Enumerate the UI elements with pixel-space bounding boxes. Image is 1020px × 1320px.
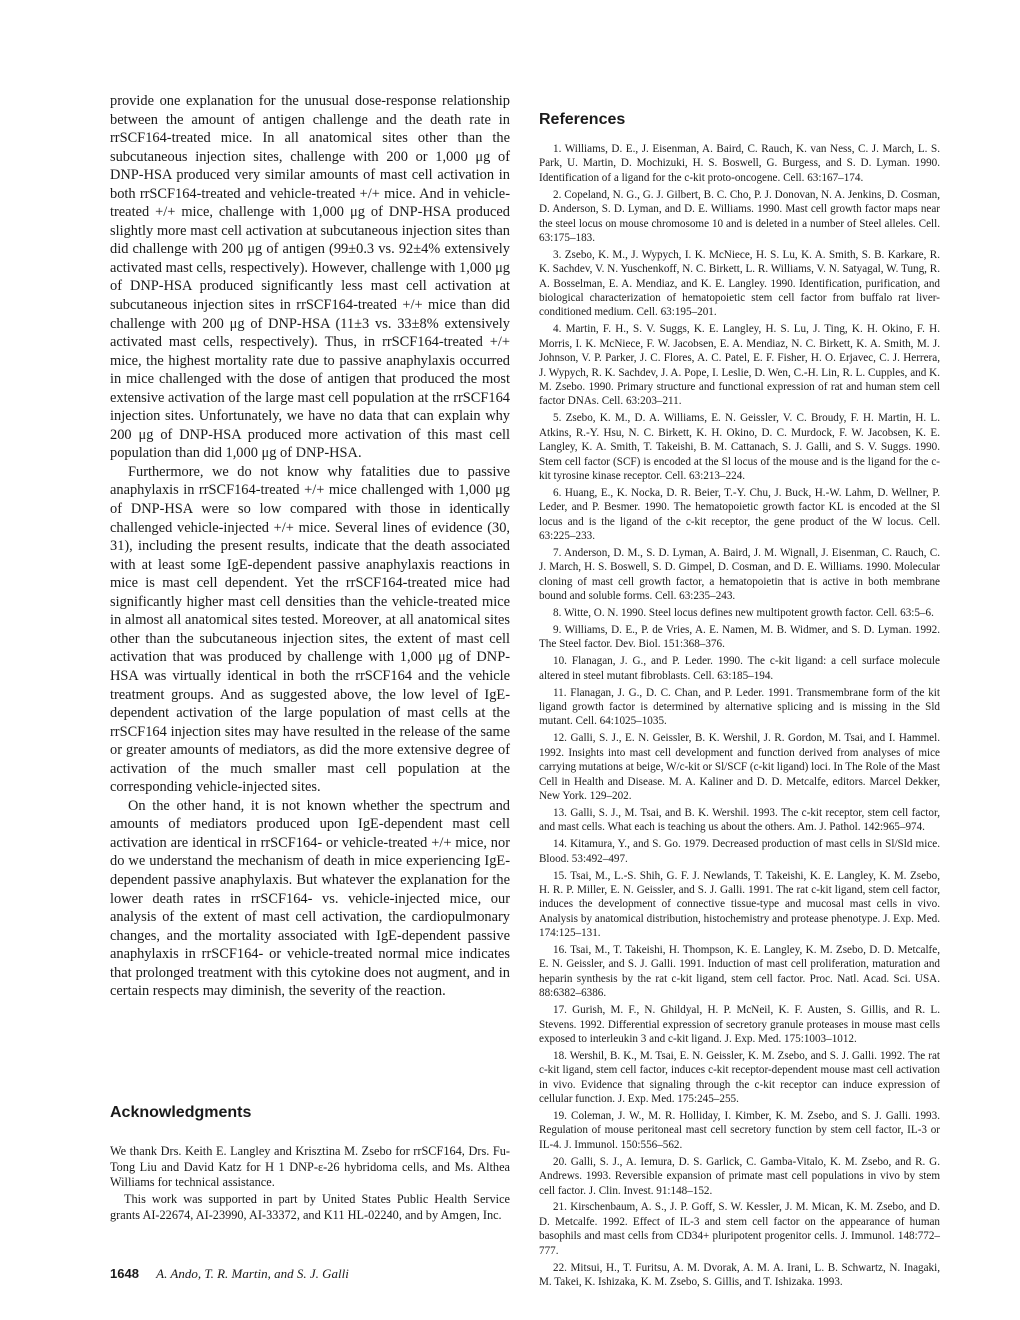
reference-item: 20. Galli, S. J., A. Iemura, D. S. Garlick, C. Gamba-Vitalo, K. M. Zsebo, and R. G. Andrews. 1993. Reversible expansion of primate mast cell populations in vivo by stem cell factor. J. Clin. Invest. 91:148–152. (539, 1155, 940, 1197)
running-authors: A. Ando, T. R. Martin, and S. J. Galli (156, 1266, 349, 1281)
acknowledgments-heading: Acknowledgments (110, 1104, 252, 1121)
reference-item: 7. Anderson, D. M., S. D. Lyman, A. Baird, J. M. Wignall, J. Eisenman, C. Rauch, C. J. March, H. S. Boswell, S. D. Gimpel, D. Cosman, and D. E. Williams. 1990. Molecular cloning of mast cell growth factor, a hematopoietin that is active in both membrane bound and soluble forms. Cell. 63:235–243. (539, 546, 940, 603)
reference-item: 16. Tsai, M., T. Takeishi, H. Thompson, K. E. Langley, K. M. Zsebo, D. D. Metcalfe, E. N. Geissler, and S. J. Galli. 1991. Induction of mast cell proliferation, maturation and heparin synthesis by the rat c-kit ligand, stem cell factor. Proc. Natl. Acad. Sci. USA. 88:6382–6386. (539, 944, 940, 1000)
acknowledgments-paragraph-1: We thank Drs. Keith E. Langley and Krisztina M. Zsebo for rrSCF164, Drs. Fu-Tong Liu and David Katz for H 1 DNP-ε-26 hybridoma cells, and Ms. Althea Williams for technical assistance. (110, 1144, 510, 1190)
reference-item: 21. Kirschenbaum, A. S., J. P. Goff, S. W. Kessler, J. M. Mican, K. M. Zsebo, and D. D. Metcalfe. 1992. Effect of IL-3 and stem cell factor on the appearance of human basophils and mast cells from CD34+ pluripotent progenitor cells. J. Immunol. 148:772–777. (539, 1201, 940, 1257)
reference-item: 13. Galli, S. J., M. Tsai, and B. K. Wershil. 1993. The c-kit receptor, stem cell factor, and mast cells. What each is teaching us about the others. Am. J. Pathol. 142:965–974. (539, 806, 940, 834)
reference-item: 22. Mitsui, H., T. Furitsu, A. M. Dvorak, A. M. A. Irani, L. B. Schwartz, N. Inagaki, M. Takei, K. Ishizaka, K. M. Zsebo, S. Gillis, and T. Ishizaka. 1993. (539, 1261, 940, 1288)
reference-item: 5. Zsebo, K. M., D. A. Williams, E. N. Geissler, V. C. Broudy, F. H. Martin, H. L. Atkins, R.-Y. Hsu, N. C. Birkett, K. H. Okino, D. C. Murdock, F. W. Jacobsen, K. E. Langley, K. A. Smith, T. Takeishi, B. M. Cattanach, S. J. Galli, and S. V. Suggs. 1990. Stem cell factor (SCF) is encoded at the Sl locus of the mouse and is the ligand for the c-kit tyrosine kinase receptor. Cell. 63:213–224. (539, 412, 940, 482)
acknowledgments-paragraph-2: This work was supported in part by United States Public Health Service grants AI-22674, AI-23990, AI-33372, and K11 HL-02240, and by Amgen, Inc. (110, 1192, 510, 1222)
body-paragraph-3: On the other hand, it is not known whether the spectrum and amounts of mediators produced upon IgE-dependent mast cell activation are identical in rrSCF164- or vehicle-treated +/+ mice, nor do we understand the mechanism of death in mice experiencing IgE-dependent passive anaphylaxis. But whatever the explanation for the lower death rates in rrSCF164- vs. vehicle-injected mice, our analysis of the extent of mast cell activation, the cardiopulmonary changes, and the mortality associated with IgE-dependent passive anaphylaxis in rrSCF164- or vehicle-treated normal mice indicates that prolonged treatment with this cytokine does not augment, and in certain respects may diminish, the severity of the reaction. (110, 797, 510, 1000)
references-heading: References (539, 111, 626, 128)
reference-item: 3. Zsebo, K. M., J. Wypych, I. K. McNiece, H. S. Lu, K. A. Smith, S. B. Karkare, R. K. Sachdev, V. N. Yuschenkoff, N. C. Birkett, L. R. Williams, V. N. Satyagal, W. Tung, R. A. Bosselman, E. A. Mendiaz, and K. E. Langley. 1990. Identification, purification, and biological characterization of hematopoietic stem cell factor from buffalo rat liver-conditioned medium. Cell. 63:195–201. (539, 248, 940, 319)
reference-item: 8. Witte, O. N. 1990. Steel locus defines new multipotent growth factor. Cell. 63:5–6. (553, 607, 934, 620)
reference-item: 4. Martin, F. H., S. V. Suggs, K. E. Langley, H. S. Lu, J. Ting, K. H. Okino, F. H. Morris, I. K. McNiece, F. W. Jacobsen, E. A. Mendiaz, N. C. Birkett, K. A. Smith, M. J. Johnson, V. P. Parker, J. C. Flores, A. C. Patel, E. F. Fisher, H. O. Erjavec, C. J. Herrera, J. Wypych, R. K. Sachdev, J. A. Pope, I. Leslie, D. Wen, C.-H. Lin, R. L. Cupples, and K. M. Zsebo. 1990. Primary structure and functional expression of rat and human stem cell factor DNAs. Cell. 63:203–211. (539, 323, 940, 408)
reference-item: 12. Galli, S. J., E. N. Geissler, B. K. Wershil, J. R. Gordon, M. Tsai, and I. Hammel. 1992. Insights into mast cell development and function derived from analyses of mice carrying mutations at beige, W/c-kit or Sl/SCF (c-kit ligand) loci. In The Role of the Mast Cell in Health and Disease. M. A. Kaliner and D. D. Metcalfe, editors. Marcel Dekker, New York. 129–202. (539, 732, 940, 802)
reference-item: 10. Flanagan, J. G., and P. Leder. 1990. The c-kit ligand: a cell surface molecule altered in steel mutant fibroblasts. Cell. 63:185–194. (539, 655, 940, 682)
references-column (539, 110, 940, 1292)
page-footer (110, 1266, 349, 1282)
reference-item: 11. Flanagan, J. G., D. C. Chan, and P. Leder. 1991. Transmembrane form of the kit ligand growth factor is determined by alternative splicing and is missing in the Sld mutant. Cell. 64:1025–1035. (539, 686, 940, 728)
reference-item: 15. Tsai, M., L.-S. Shih, G. F. J. Newlands, T. Takeishi, K. E. Langley, K. M. Zsebo, H. R. P. Miller, E. N. Geissler, and S. J. Galli. 1991. The rat c-kit ligand, stem cell factor, induces the development of connective tissue-type and mucosal mast cells in vivo. Analysis by anatomical distribution, histochemistry and protease phenotype. J. Exp. Med. 174:125–131. (539, 869, 940, 940)
reference-item: 2. Copeland, N. G., G. J. Gilbert, B. C. Cho, P. J. Donovan, N. A. Jenkins, D. Cosman, D. Anderson, S. D. Lyman, and D. E. Williams. 1990. Mast cell growth factor maps near the steel locus on mouse chromosome 10 and is deleted in a number of Steel alleles. Cell. 63:175–183. (539, 188, 940, 244)
page-number: 1648 (110, 1266, 139, 1281)
body-paragraph-1: provide one explanation for the unusual dose-response relationship between the amount of antigen challenge and the death rate in rrSCF164-treated mice. In all anatomical sites other than the subcutaneous injection sites, challenge with 200 or 1,000 μg of DNP-HSA produced very similar amounts of mast cell activation in both rrSCF164-treated and vehicle-treated +/+ mice. And in vehicle-treated +/+ mice, challenge with 1,000 μg of DNP-HSA produced slightly more mast cell activation at subcutaneous injection sites than did challenge with 200 μg of antigen (99±0.3 vs. 92±4% extensively activated mast cells, respectively). However, challenge with 1,000 μg of DNP-HSA produced significantly less mast cell activation at subcutaneous injection sites in rrSCF164-treated +/+ mice than did challenge with 200 μg of DNP-HSA (11±3 vs. 33±8% extensively activated mast cells, respectively). Thus, in rrSCF164-treated +/+ mice, the highest mortality rate due to passive anaphylaxis occurred in mice challenged with the dose of antigen that produced the most extensive activation of the large mast cell population at the rrSCF164 injection sites. Unfortunately, we have no data that can explain why 200 μg of DNP-HSA produced more activation of this mast cell population than did 1,000 μg of DNP-HSA. (110, 93, 510, 462)
reference-item: 18. Wershil, B. K., M. Tsai, E. N. Geissler, K. M. Zsebo, and S. J. Galli. 1992. The rat c-kit ligand, stem cell factor, induces c-kit receptor-dependent mouse mast cell activation in vivo. Evidence that signaling through the c-kit receptor can induce expression of cellular function. J. Exp. Med. 175:245–255. (539, 1049, 940, 1106)
reference-item: 17. Gurish, M. F., N. Ghildyal, H. P. McNeil, K. F. Austen, S. Gillis, and R. L. Stevens. 1992. Differential expression of secretory granule proteases in mouse mast cells exposed to interleukin 3 and c-kit ligand. J. Exp. Med. 175:1003–1012. (539, 1004, 940, 1045)
reference-item: 14. Kitamura, Y., and S. Go. 1979. Decreased production of mast cells in Sl/Sld mice. Blood. 53:492–497. (539, 838, 940, 865)
acknowledgments-section (110, 1144, 510, 1225)
body-text-column (110, 92, 510, 1001)
reference-item: 19. Coleman, J. W., M. R. Holliday, I. Kimber, K. M. Zsebo, and S. J. Galli. 1993. Regulation of mouse peritoneal mast cell secretory function by stem cell factor, IL-3 or IL-4. J. Immunol. 150:556–562. (539, 1110, 940, 1151)
reference-item: 9. Williams, D. E., P. de Vries, A. E. Namen, M. B. Widmer, and S. D. Lyman. 1992. The Steel factor. Dev. Biol. 151:368–376. (539, 624, 940, 651)
body-paragraph-2: Furthermore, we do not know why fatalities due to passive anaphylaxis in rrSCF164-treated +/+ mice challenged with 1,000 μg of DNP-HSA were so low compared with those in identically challenged vehicle-injected +/+ mice. Several lines of evidence (30, 31), including the present results, indicate that the death associated with at least some IgE-dependent passive anaphylaxis reactions in mice is mast cell dependent. Yet the rrSCF164-treated mice had significantly higher mast cell densities than the vehicle-treated mice in almost all anatomical sites tested. Moreover, at all anatomical sites other than the subcutaneous injection sites, the extent of mast cell activation that was produced by challenge with 1,000 μg of DNP-HSA was virtually identical in both the rrSCF164 and the vehicle treatment groups. And as suggested above, the low level of IgE-dependent activation of the large population of mast cells at the rrSCF164 injection sites may have resulted in the release of the same or greater amounts of mediators, as did the more extensive degree of activation of the much smaller mast cell population at the corresponding vehicle-injected sites. (110, 463, 510, 796)
reference-item: 1. Williams, D. E., J. Eisenman, A. Baird, C. Rauch, K. van Ness, C. J. March, L. S. Park, U. Martin, D. Mochizuki, H. S. Boswell, G. Burgess, and S. D. Lyman. 1990. Identification of a ligand for the c-kit proto-oncogene. Cell. 63:167–174. (539, 143, 940, 184)
reference-item: 6. Huang, E., K. Nocka, D. R. Beier, T.-Y. Chu, J. Buck, H.-W. Lahm, D. Wellner, P. Leder, and P. Besmer. 1990. The hematopoietic growth factor KL is encoded at the Sl locus and is the ligand of the c-kit receptor, the gene product of the W locus. Cell. 63:225–233. (539, 486, 940, 543)
references-list (539, 142, 940, 1289)
